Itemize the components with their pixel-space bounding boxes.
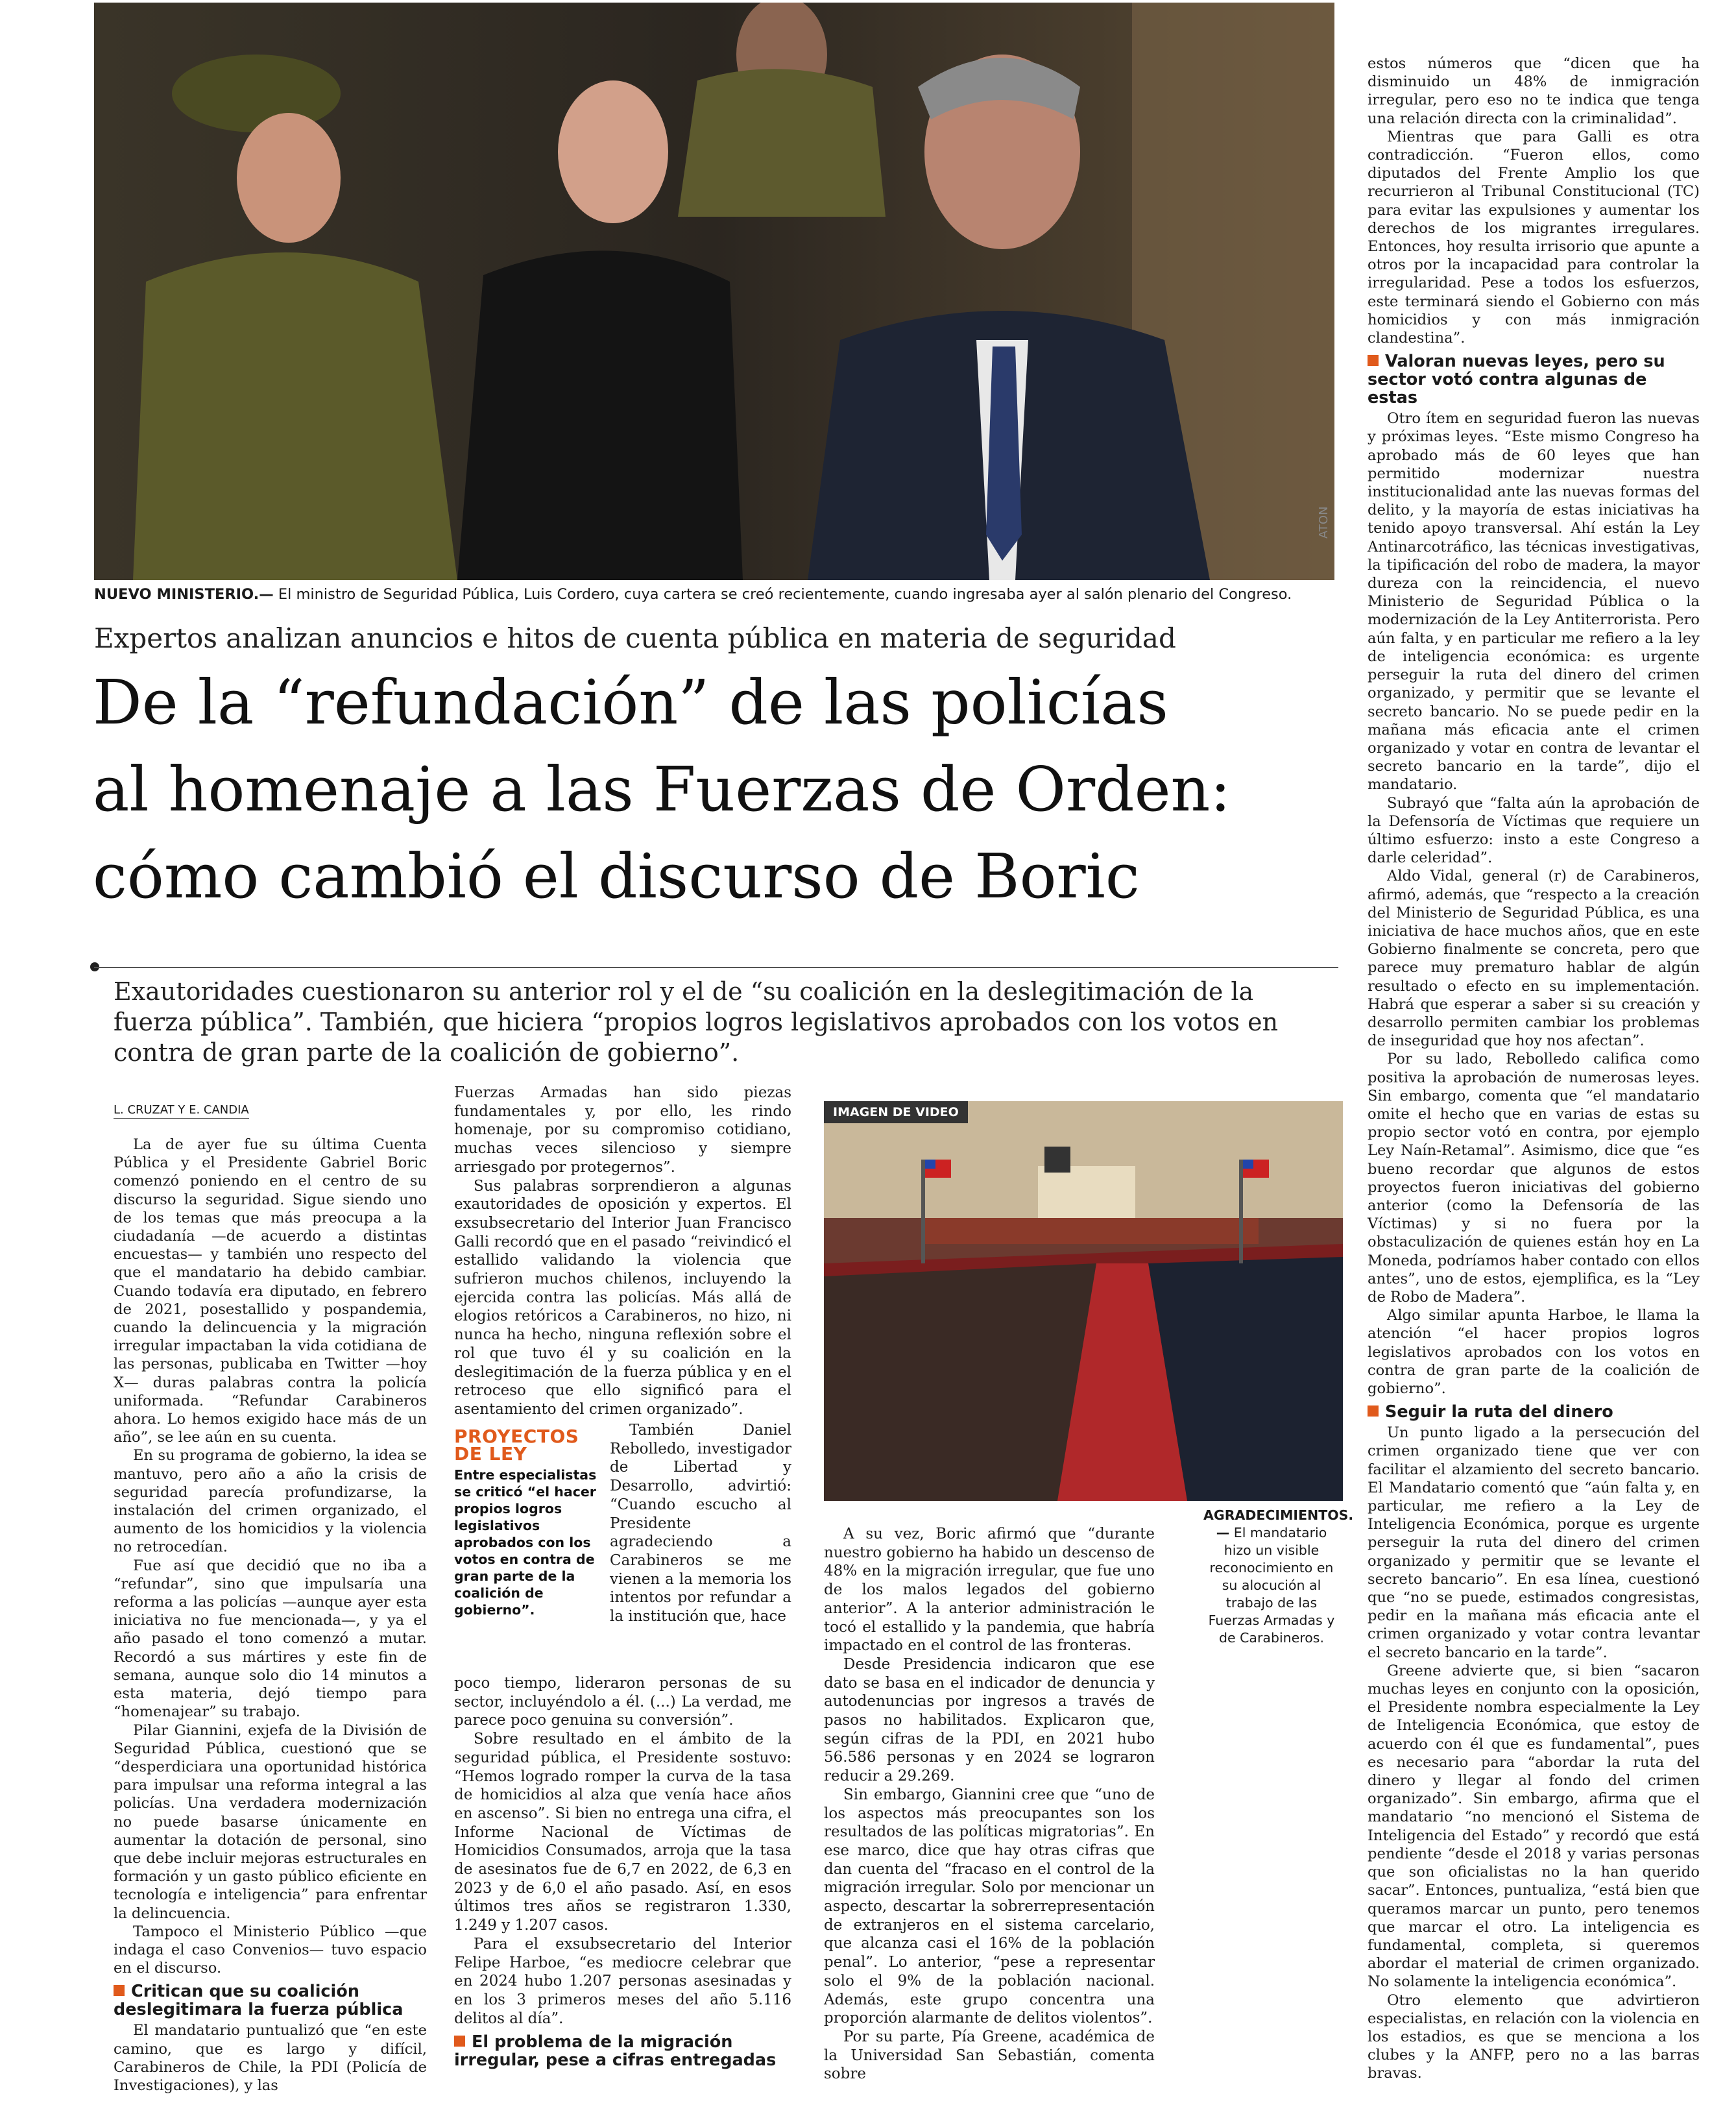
caption-label: AGRADECIMIENTOS.—: [1203, 1507, 1354, 1540]
photo-tag: IMAGEN DE VIDEO: [824, 1101, 968, 1123]
column-4: [1368, 55, 1700, 2083]
column-2-narrow: [610, 1421, 791, 1626]
deck-divider: [94, 967, 1338, 968]
square-bullet-icon: [1368, 355, 1379, 366]
pull-quote: [454, 1428, 598, 1618]
paragraph: La de ayer fue su última Cuenta Pública y el Presidente Gabriel Boric comenzó poniendo en el centro de su discurso la seguridad. Sigue siendo uno de los temas que más preocupa a la ciudadanía —de acuerdo a distintas encuestas— y también uno respecto del que el mandatario ha debido cambiar. Cuando todavía era diputado, en febrero de 2021, posestallido y pospandemia, cuando la delincuencia y la migración irregular impactaban la vida cotidiana de las personas, publicaba en Twitter —hoy X— duras palabras contra la policía uniformada. “Refundar Carabineros ahora. Lo hemos exigido hace más de un año”, se lee aún en su cuenta.: [114, 1136, 427, 1446]
paragraph: Desde Presidencia indicaron que ese dato se basa en el indicador de denuncia y autodenuncias por ingresos a través de pasos no habilitados. Explicaron que, según cifras de la PDI, en 2021 hubo 56.586 personas y en 2024 se lograron reducir a 29.269.: [824, 1655, 1155, 1785]
paragraph: En su programa de gobierno, la idea se mantuvo, pero año a año la crisis de seguridad parecía profundizarse, la instalación del crimen organizado, el aumento de los homicidios y la violencia no retrocedían.: [114, 1447, 427, 1556]
paragraph: Aldo Vidal, general (r) de Carabineros, afirmó, además, que “respecto a la creación del Ministerio de Seguridad Pública, es una iniciativa de hace muchos años, que en este Gobierno finalmente se concreta, pero que parece muy prematuro hablar de algún resultado o efecto en su implementación. Habrá que esperar a saber si su creación y desarrollo permiten cambiar los problemas de inseguridad que hoy nos afectan”.: [1368, 868, 1700, 1050]
square-bullet-icon: [454, 2036, 465, 2047]
paragraph: A su vez, Boric afirmó que “durante nuestro gobierno ha habido un descenso de 48% en la migración irregular, que fue uno de los malos legados del gobierno anterior”. A la anterior administración le tocó el estallido y la pandemia, que habría impactado en el control de las fronteras.: [824, 1526, 1155, 1655]
pull-quote-title: PROYECTOS DE LEY: [454, 1426, 579, 1465]
headline-line-1: De la “refundación” de las policías: [93, 667, 1168, 738]
paragraph: Greene advierte que, si bien “sacaron muchas leyes en conjunto con la oposición, el Presidente nombra especialmente la Ley de Inteligencia Económica, que estoy de acuerdo con él que es fundamental”, pues es necesario para “abordar la ruta del dinero y llegar al fondo del crimen organizado”. Sin embargo, afirma que el mandatario “no mencionó el Sistema de Inteligencia del Estado” y recordó que está pendiente “desde el 2018 y varias personas que son oficialistas no la han querido sacar”. Entonces, puntualiza, “está bien que queramos marcar un punto, pero tenemos que marcar el otro. La inteligencia es fundamental, completa, si queremos abordar el material de crimen organizado. No solamente la inteligencia económica”.: [1368, 1662, 1700, 1991]
caption-text: El mandatario hizo un visible reconocimiento en su alocución al trabajo de las Fuerzas Armadas y de Carabineros.: [1208, 1525, 1335, 1646]
paragraph: El mandatario puntualizó que “en este camino, que es largo y difícil, Carabineros de Chile, la PDI (Policía de Investigaciones), y las: [114, 2022, 427, 2094]
column-2-bottom: [454, 1674, 791, 2072]
paragraph: Fuerzas Armadas han sido piezas fundamentales y, por ello, les rindo homenaje, por su compromiso cotidiano, muchas veces silencioso y siempre arriesgado por protegernos”.: [454, 1084, 791, 1176]
square-bullet-icon: [114, 1985, 125, 1996]
paragraph: Sin embargo, Giannini cree que “uno de los aspectos más preocupantes son los resultados de las políticas migratorias”. En ese marco, dice que hay otras cifras que dan cuenta del “fracaso en el control de la migración irregular. Solo por mencionar un aspecto, descartar la sobrerrepresentación de extranjeros en el sistema carcelario, que alcanza casi el 16% de la población penal”. Lo anterior, “pese a representar solo el 9% de la población nacional. Además, este grupo concentra una proporción alarmante de delitos violentos”.: [824, 1786, 1155, 2027]
photo-caption: [94, 584, 1333, 605]
paragraph: Otro elemento que advirtieron especialistas, en relación con la violencia en los estadios, es que se menciona a los clubes y la ANFP, pero no a las barras bravas.: [1368, 1991, 1700, 2082]
paragraph: Tampoco el Ministerio Público —que indaga el caso Convenios— tuvo espacio en el discurso.: [114, 1923, 427, 1977]
subheading-text: Seguir la ruta del dinero: [1385, 1402, 1613, 1422]
paragraph: Algo similar apunta Harboe, le llama la atención “el hacer propios logros legislativos aprobados con los votos en contra de gran parte de la coalición de gobierno”.: [1368, 1307, 1700, 1398]
main-photo-illustration: [94, 3, 1334, 580]
paragraph: Por su lado, Rebolledo califica como positiva la aprobación de numerosas leyes. Sin embargo, comenta que “el mandatario omite el hecho que en varias de estas su propio sector votó en contra, por ejemplo Ley Naín-Retamal”. Asimismo, dice que “es bueno recordar que algunos de estos proyectos fueron iniciativas del gobierno anterior (como la Defensoría de las Víctimas) y si no fuera por la obstaculización de quienes están hoy en La Moneda, podríamos haber contado con ellos antes”, uno de estos, ejemplifica, es la “Ley de Robo de Madera”.: [1368, 1051, 1700, 1306]
column-1: [114, 1136, 427, 2095]
square-bullet-icon: [1368, 1405, 1379, 1417]
congress-photo-illustration: [824, 1101, 1343, 1501]
subheading: [114, 1982, 427, 2019]
paragraph: Fue así que decidió que no iba a “refundar”, sino que impulsaría una reforma a las policías —aunque ayer esta iniciativa no fue mencionada—, y ya el año pasado el tono comenzó a mutar. Recordó a sus mártires y este fin de semana, aunque solo dio 14 minutos a esta materia, dejó tiempo para “homenajear” su trabajo.: [114, 1557, 427, 1721]
pull-quote-text: Entre especialistas se criticó “el hacer propios logros legislativos aprobados con los votos en contra de gran parte de la coalición de gobierno”.: [454, 1467, 597, 1618]
paragraph: Sobre resultado en el ámbito de la seguridad pública, el Presidente sostuvo: “Hemos logrado romper la curva de la tasa de homicidios al alza que venía hace años en ascenso”. Si bien no entrega una cifra, el Informe Nacional de Víctimas de Homicidios Consumados, arroja que la tasa de asesinatos fue de 6,7 en 2022, de 6,3 en 2023 y de 6,0 el año pasado. Así, en esos últimos tres años se registraron 1.330, 1.249 y 1.207 casos.: [454, 1731, 791, 1934]
congress-photo-caption: [1203, 1507, 1354, 1647]
kicker: Expertos analizan anuncios e hitos de cuenta pública en materia de seguridad: [94, 622, 1176, 654]
subheading-text: Valoran nuevas leyes, pero su sector votó contra algunas de estas: [1368, 352, 1665, 408]
column-2: [454, 1084, 791, 1419]
column-3: [824, 1525, 1155, 2084]
photo-credit: ATON: [1317, 506, 1331, 539]
paragraph: poco tiempo, lideraron personas de su sector, incluyéndolo a él. (...) La verdad, me parece poco genuina su conversión”.: [454, 1675, 791, 1729]
paragraph: Pilar Giannini, exjefa de la División de Seguridad Pública, cuestionó que se “desperdiciara una oportunidad histórica para impulsar una reforma integral a las policías. Una verdadera modernización no puede basarse únicamente en aumentar la dotación de personal, sino que debe incluir mejoras estructurales en formación y un gasto público eficiente en tecnología e inteligencia” para enfrentar la delincuencia.: [114, 1722, 427, 1922]
subheading-text: Critican que su coalición deslegitimara la fuerza pública: [114, 1982, 404, 2020]
subheading: [1368, 1403, 1700, 1421]
subheading-text: El problema de la migración irregular, pese a cifras entregadas: [454, 2032, 777, 2071]
paragraph: estos números que “dicen que ha disminuido un 48% de inmigración irregular, pero eso no te indica que tenga una relación directa con la criminalidad”.: [1368, 55, 1700, 127]
paragraph: Otro ítem en seguridad fueron las nuevas y próximas leyes. “Este mismo Congreso ha aprobado más de 60 leyes que han permitido modernizar nuestra institucionalidad ante las nuevas formas del delito, y la mayoría de estas iniciativas ha tenido apoyo transversal. Ahí están la Ley Antinarcotráfico, las técnicas investigativas, la tipificación del robo de madera, la mayor dureza con la reincidencia, el nuevo Ministerio de Seguridad Pública o la modernización de la Ley Antiterrorista. Pero aún falta, y en particular me refiero a la ley de inteligencia económica: es urgente perseguir la ruta del dinero del crimen organizado, y permitir que se levante el secreto bancario. No se puede pedir en la mañana más eficacia ante el crimen organizado y votar en contra de levantar el secreto bancario en la tarde”, dijo el mandatario.: [1368, 410, 1700, 794]
deck: Exautoridades cuestionaron su anterior rol y el de “su coalición en la deslegitimación de la fuerza pública”. También, que hiciera “propios logros legislativos aprobados con los votos en contra de gran parte de la coalición de gobierno”.: [114, 977, 1279, 1067]
main-photo: [94, 3, 1334, 580]
subheading: [1368, 352, 1700, 407]
headline-line-2: al homenaje a las Fuerzas de Orden:: [93, 754, 1231, 825]
congress-photo: [824, 1101, 1343, 1501]
paragraph: Subrayó que “falta aún la aprobación de la Defensoría de Víctimas que requiere un último esfuerzo: insto a este Congreso a darle celeridad”.: [1368, 794, 1700, 867]
photo-caption-label: NUEVO MINISTERIO.—: [94, 586, 274, 603]
photo-caption-text: El ministro de Seguridad Pública, Luis Cordero, cuya cartera se creó recientemente, cuando ingresaba ayer al salón plenario del Congreso.: [273, 586, 1292, 603]
paragraph: Para el exsubsecretario del Interior Felipe Harboe, “es mediocre celebrar que en 2024 hubo 1.207 personas asesinadas y en los 3 primeros meses del año 5.116 delitos al día”.: [454, 1935, 791, 2027]
subheading: [454, 2033, 791, 2069]
byline: L. CRUZAT Y E. CANDIA: [114, 1103, 249, 1119]
paragraph: Sus palabras sorprendieron a algunas exautoridades de oposición y expertos. El exsubsecretario del Interior Juan Francisco Galli recordó que en el pasado “reivindicó el estallido validando la violencia que sufrieron muchos chilenos, incluyendo la ejercida contra las policías. Más allá de elogios retóricos a Carabineros, no hizo, ni nunca ha hecho, ninguna reflexión sobre el rol que tuvo él y su coalición en la deslegitimación de la fuerza pública y en el retroceso que ello significó para el asentamiento del crimen organizado”.: [454, 1177, 791, 1418]
paragraph: Por su parte, Pía Greene, académica de la Universidad San Sebastián, comenta sobre: [824, 2028, 1155, 2083]
paragraph: Mientras que para Galli es otra contradicción. “Fueron ellos, como diputados del Frente Amplio los que recurrieron al Tribunal Constitucional (TC) para evitar las expulsiones y aumentar los derechos de los migrantes irregulares. Entonces, hoy resulta irrisorio que apunte a otros por la incapacidad para controlar la irregularidad. Pese a todos los esfuerzos, este terminará siendo el Gobierno con más homicidios y con más inmigración clandestina”.: [1368, 128, 1700, 347]
paragraph: También Daniel Rebolledo, investigador de Libertad y Desarrollo, advirtió: “Cuando escucho al Presidente agradeciendo a Carabineros se me vienen a la memoria los intentos por refundar a la institución que, hace: [610, 1422, 791, 1625]
headline-line-3: cómo cambió el discurso de Boric: [93, 841, 1140, 912]
paragraph: Un punto ligado a la persecución del crimen organizado tiene que ver con facilitar el alzamiento del secreto bancario. El Mandatario comentó que “aún falta y, en particular, me refiero a la Ley de Inteligencia Económica, porque es urgente perseguir la ruta del dinero del crimen organizado y permitir que se levante el secreto bancario”. En esa línea, cuestionó que “no se puede, estimados congresistas, pedir en la mañana más eficacia ante el crimen organizado y votar contra levantar el secreto bancario en la tarde”.: [1368, 1424, 1700, 1661]
headline: [93, 659, 1338, 920]
